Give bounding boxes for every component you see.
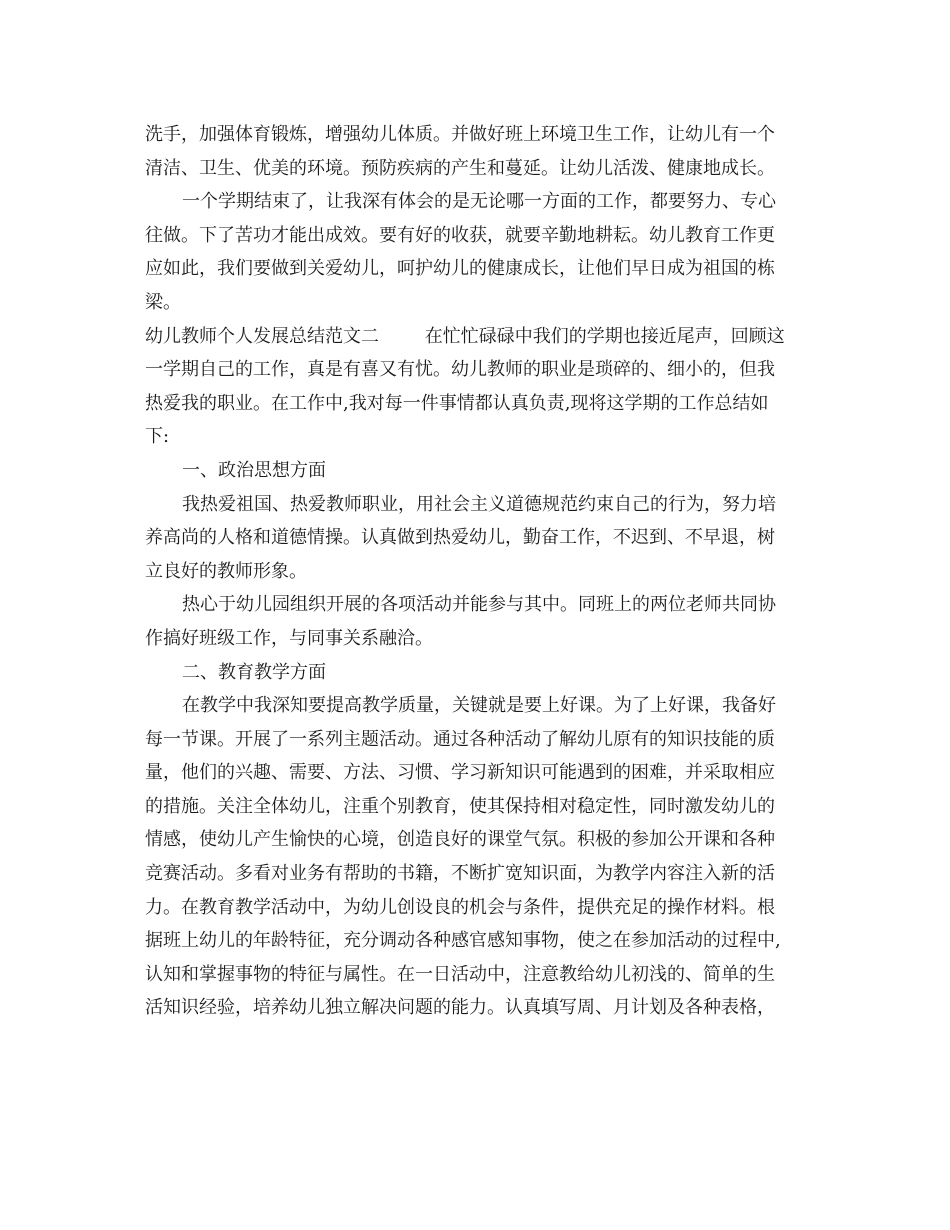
text-line: 每一节课。开展了一系列主题活动。通过各种活动了解幼儿原有的知识技能的质	[145, 728, 775, 750]
text-line: 一个学期结束了，让我深有体会的是无论哪一方面的工作，都要努力、专心	[182, 191, 776, 213]
text-line: 我热爱祖国、热爱教师职业，用社会主义道德规范约束自己的行为，努力培	[182, 493, 776, 515]
text-line: 立良好的教师形象。	[145, 560, 307, 582]
text-line: 作搞好班级工作，与同事关系融洽。	[145, 627, 433, 649]
text-line: 幼儿教师个人发展总结范文二 在忙忙碌碌中我们的学期也接近尾声，回顾这	[145, 325, 785, 347]
text-line: 二、教育教学方面	[182, 661, 326, 683]
text-line: 梁。	[145, 291, 181, 313]
text-line: 一、政治思想方面	[182, 459, 326, 481]
text-line: 应如此，我们要做到关爱幼儿，呵护幼儿的健康成长，让他们早日成为祖国的栋	[145, 258, 775, 280]
text-line: 在教学中我深知要提高教学质量，关键就是要上好课。为了上好课，我备好	[182, 695, 776, 717]
text-line: 量，他们的兴趣、需要、方法、习惯、学习新知识可能遇到的困难，并采取相应	[145, 762, 775, 784]
text-line: 力。在教育教学活动中，为幼儿创设良的机会与条件，提供充足的操作材料。根	[145, 896, 775, 918]
text-line: 据班上幼儿的年龄特征，充分调动各种感官感知事物，使之在参加活动的过程中,	[145, 930, 781, 952]
text-line: 情感，使幼儿产生愉快的心境，创造良好的课堂气氛。积极的参加公开课和各种	[145, 829, 775, 851]
text-line: 竞赛活动。多看对业务有帮助的书籍，不断扩宽知识面，为教学内容注入新的活	[145, 863, 775, 885]
text-line: 往做。下了苦功才能出成效。要有好的收获，就要辛勤地耕耘。幼儿教育工作更	[145, 224, 775, 246]
text-line: 养高尚的人格和道德情操。认真做到热爱幼儿，勤奋工作，不迟到、不早退，树	[145, 527, 775, 549]
text-line: 活知识经验，培养幼儿独立解决问题的能力。认真填写周、月计划及各种表格，	[145, 997, 775, 1019]
document-body	[145, 118, 805, 1025]
text-line: 下:	[145, 426, 170, 448]
text-line: 热爱我的职业。在工作中,我对每一件事情都认真负责,现将这学期的工作总结如	[145, 392, 769, 414]
text-line: 热心于幼儿园组织开展的各项活动并能参与其中。同班上的两位老师共同协	[182, 594, 776, 616]
text-line: 的措施。关注全体幼儿，注重个别教育，使其保持相对稳定性，同时激发幼儿的	[145, 795, 775, 817]
text-line: 认知和掌握事物的特征与属性。在一日活动中，注意教给幼儿初浅的、简单的生	[145, 963, 775, 985]
text-line: 洗手，加强体育锻炼，增强幼儿体质。并做好班上环境卫生工作，让幼儿有一个	[145, 124, 775, 145]
text-line: 一学期自己的工作，真是有喜又有忧。幼儿教师的职业是琐碎的、细小的，但我	[145, 359, 775, 381]
text-line: 清洁、卫生、优美的环境。预防疾病的产生和蔓延。让幼儿活泼、健康地成长。	[145, 157, 775, 179]
